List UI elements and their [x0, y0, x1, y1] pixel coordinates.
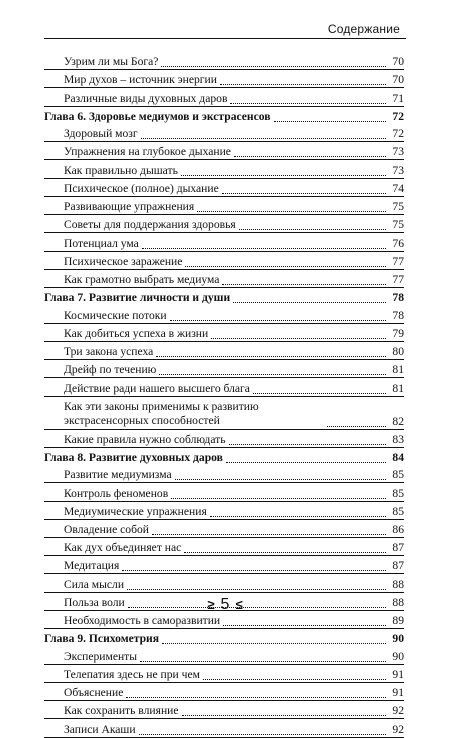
toc-entry-page: 88: [392, 595, 404, 609]
toc-entry-page: 70: [392, 55, 404, 69]
toc-entry-page: 77: [392, 273, 404, 287]
toc-leader-dots: [210, 516, 386, 517]
toc-entry: [44, 704, 404, 719]
toc-leader-dots: [122, 570, 386, 571]
toc-chapter-entry: [44, 110, 404, 124]
toc-entry-page: 91: [392, 667, 404, 681]
toc-entry: [44, 200, 404, 215]
toc-entry: [44, 163, 404, 178]
toc-entry-title: Здоровый мозг: [64, 127, 138, 141]
toc-entry-page: 90: [392, 632, 404, 646]
toc-entry-page: 85: [392, 486, 404, 500]
toc-entry: [44, 127, 404, 142]
toc-entry-page: 81: [392, 381, 404, 395]
toc-leader-dots: [239, 229, 386, 230]
toc-entry: [44, 486, 404, 501]
toc-entry-page: 75: [392, 200, 404, 214]
toc-leader-dots: [182, 715, 386, 716]
toc-entry-title: Узрим ли мы Бога?: [64, 55, 159, 69]
toc-chapter-entry: [44, 632, 404, 646]
toc-entry-title: Контроль феноменов: [64, 486, 169, 500]
toc-leader-dots: [142, 248, 386, 249]
toc-leader-dots: [226, 462, 386, 463]
toc-entry-title: Дрейф по течению: [64, 363, 157, 377]
toc-entry-title: Глава 9. Психометрия: [44, 632, 159, 646]
toc-entry: [44, 400, 404, 430]
toc-entry-title: Советы для поддержания здоровья: [64, 218, 236, 232]
toc-entry: [44, 381, 404, 396]
toc-entry-title: Медиумические упражнения: [64, 504, 207, 518]
toc-entry: [44, 73, 404, 88]
toc-entry-page: 72: [392, 110, 404, 123]
toc-entry-page: 85: [392, 504, 404, 518]
toc-entry-title: Эксперименты: [64, 649, 138, 663]
toc-leader-dots: [211, 338, 386, 339]
toc-entry-page: 72: [392, 127, 404, 141]
toc-leader-dots: [126, 697, 386, 698]
toc-entry: [44, 273, 404, 288]
toc-chapter-entry: [44, 451, 404, 465]
toc-leader-dots: [185, 266, 386, 267]
toc-entry: [44, 308, 404, 323]
page-number: 5: [220, 596, 230, 613]
toc-entry-page: 80: [392, 345, 404, 359]
toc-leader-dots: [220, 84, 386, 85]
toc-leader-dots: [170, 320, 386, 321]
toc-entry-title: Различные виды духовных даров: [64, 91, 228, 105]
toc-entry-title: Как добиться успеха в жизни: [64, 326, 209, 340]
toc-entry-title: Космические потоки: [64, 308, 167, 322]
table-of-contents: [44, 52, 404, 738]
toc-entry: [44, 255, 404, 270]
toc-entry-page: 73: [392, 145, 404, 159]
toc-entry-title: Телепатия здесь не при чем: [64, 667, 200, 681]
toc-entry-page: 75: [392, 218, 404, 232]
toc-leader-dots: [184, 552, 386, 553]
toc-entry: [44, 182, 404, 197]
toc-entry-page: 90: [392, 649, 404, 663]
toc-entry-title: Психическое (полное) дыхание: [64, 181, 219, 195]
toc-leader-dots: [162, 643, 386, 644]
toc-entry-page: 74: [392, 181, 404, 195]
toc-entry: [44, 468, 404, 483]
toc-leader-dots: [203, 679, 386, 680]
toc-leader-dots: [159, 374, 386, 375]
toc-entry: [44, 145, 404, 160]
toc-entry: [44, 504, 404, 519]
toc-leader-dots: [197, 211, 386, 212]
toc-leader-dots: [222, 193, 386, 194]
toc-entry-title: Какие правила нужно соблюдать: [64, 432, 226, 446]
toc-entry: [44, 523, 404, 538]
toc-entry-title: Потенциал ума: [64, 236, 139, 250]
toc-entry-page: 83: [392, 432, 404, 446]
toc-entry-title: Сила мысли: [64, 577, 125, 591]
toc-entry: [44, 614, 404, 629]
toc-chapter-entry: [44, 291, 404, 305]
toc-entry-page: 77: [392, 254, 404, 268]
toc-entry: [44, 363, 404, 378]
toc-leader-dots: [229, 444, 386, 445]
toc-entry-page: 87: [392, 541, 404, 555]
toc-entry-title: Психическое заражение: [64, 254, 183, 268]
toc-entry-title: Как правильно дышать: [64, 163, 178, 177]
toc-entry-page: 78: [392, 308, 404, 322]
toc-entry-page: 81: [392, 363, 404, 377]
toc-entry-title: Три закона успеха: [64, 345, 154, 359]
footer-left-mark: ≥: [207, 597, 215, 612]
toc-entry: [44, 668, 404, 683]
toc-entry-page: 70: [392, 73, 404, 87]
toc-leader-dots: [253, 393, 386, 394]
toc-entry-page: 86: [392, 522, 404, 536]
page-footer: [0, 596, 450, 614]
toc-entry: [44, 722, 404, 737]
toc-entry: [44, 218, 404, 233]
toc-entry-title: Необходимость в саморазвитии: [64, 614, 221, 628]
toc-leader-dots: [140, 661, 386, 662]
toc-entry-title: Развивающие упражнения: [64, 200, 195, 214]
toc-entry-title: Упражнения на глубокое дыхание: [64, 145, 231, 159]
toc-leader-dots: [181, 175, 386, 176]
toc-entry-title: Глава 6. Здоровье медиумов и экстрасенсов: [44, 110, 271, 123]
toc-entry-title: Развитие медиумизма: [64, 468, 172, 482]
toc-leader-dots: [230, 103, 386, 104]
toc-entry: [44, 236, 404, 251]
toc-entry-title: Как сохранить влияние: [64, 704, 179, 718]
toc-entry-page: 85: [392, 468, 404, 482]
toc-entry-title: Медитация: [64, 559, 120, 573]
toc-entry-page: 76: [392, 236, 404, 250]
toc-entry: [44, 559, 404, 574]
toc-leader-dots: [233, 302, 386, 303]
toc-entry: [44, 327, 404, 342]
toc-entry-page: 92: [392, 704, 404, 718]
toc-entry-page: 82: [392, 414, 404, 428]
toc-entry-title: Объяснение: [64, 686, 124, 700]
toc-leader-dots: [139, 734, 386, 735]
toc-entry-title: Мир духов – источник энергии: [64, 73, 217, 87]
toc-leader-dots: [175, 479, 386, 480]
footer-right-mark: ≤: [235, 597, 243, 612]
toc-leader-dots: [141, 138, 386, 139]
toc-leader-dots: [222, 284, 386, 285]
toc-entry: [44, 577, 404, 592]
toc-entry-title: Как грамотно выбрать медиума: [64, 273, 220, 287]
toc-entry-page: 84: [392, 451, 404, 465]
toc-leader-dots: [152, 534, 386, 535]
toc-entry-page: 91: [392, 686, 404, 700]
toc-entry: [44, 649, 404, 664]
toc-leader-dots: [223, 625, 386, 626]
toc-leader-dots: [171, 498, 386, 499]
toc-leader-dots: [274, 121, 386, 122]
running-header: [44, 22, 406, 39]
toc-entry: [44, 345, 404, 360]
toc-entry: [44, 541, 404, 556]
toc-leader-dots: [234, 156, 386, 157]
toc-entry-page: 89: [392, 614, 404, 628]
toc-entry: [44, 686, 404, 701]
toc-entry-title: Как дух объединяет нас: [64, 541, 182, 555]
toc-leader-dots: [327, 426, 386, 427]
toc-entry-title: Глава 8. Развитие духовных даров: [44, 451, 223, 465]
toc-entry-title: Записи Акаши: [64, 722, 136, 736]
toc-entry-title: Овладение собой: [64, 522, 149, 536]
toc-leader-dots: [161, 66, 386, 67]
toc-leader-dots: [156, 356, 386, 357]
toc-entry: [44, 432, 404, 447]
toc-entry-page: 88: [392, 577, 404, 591]
toc-entry-page: 79: [392, 326, 404, 340]
toc-entry: [44, 91, 404, 106]
toc-entry-title: Глава 7. Развитие личности и души: [44, 291, 231, 305]
header-title: Содержание: [327, 22, 400, 36]
toc-entry-title: Действие ради нашего высшего блага: [64, 381, 250, 395]
toc-entry-page: 73: [392, 163, 404, 177]
toc-entry-page: 92: [392, 722, 404, 736]
toc-entry-page: 87: [392, 559, 404, 573]
toc-entry-title: Польза воли: [64, 595, 125, 609]
toc-leader-dots: [127, 589, 386, 590]
toc-entry-page: 71: [392, 91, 404, 105]
toc-entry-title: Как эти законы применимы к развитию экстрасенсорных способностей: [64, 399, 259, 428]
toc-entry-page: 78: [392, 291, 404, 305]
toc-entry: [44, 55, 404, 70]
